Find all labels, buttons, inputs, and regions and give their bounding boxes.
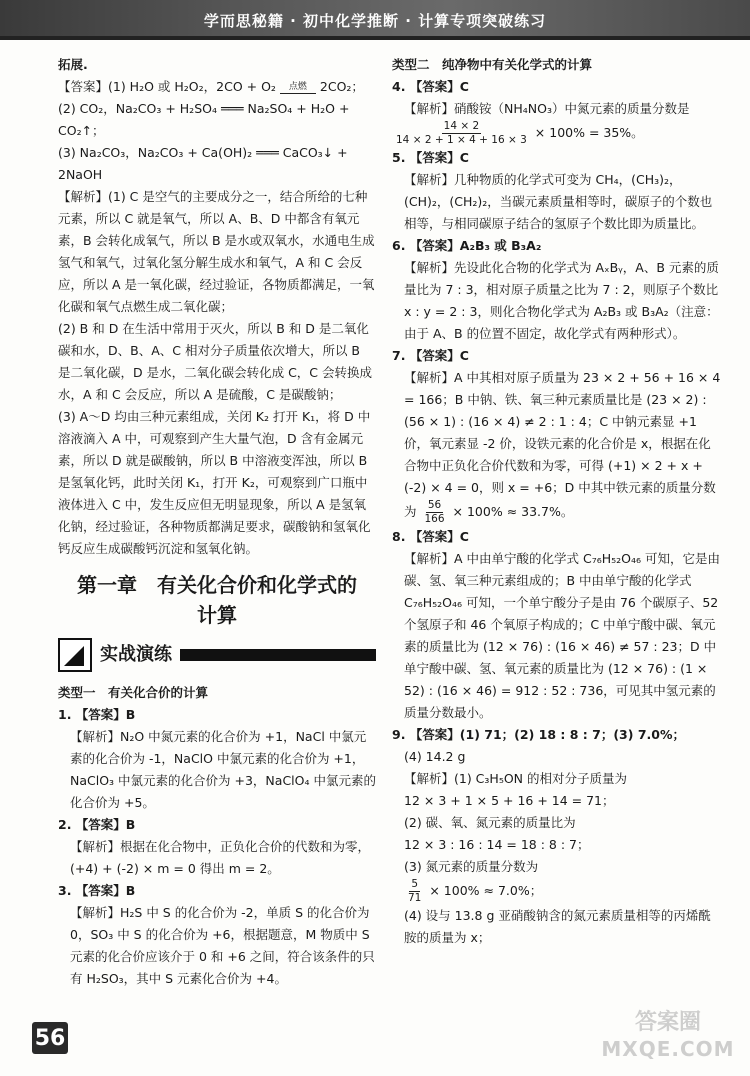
header-title: 学而思秘籍 · 初中化学推断 · 计算专项突破练习 (203, 11, 547, 30)
right-column (392, 54, 722, 949)
q3-analysis: 【解析】H₂S 中 S 的化合价为 -2，单质 S 的化合价为 0，SO₃ 中 S 的化合价为 +6，根据题意，M 物质中 S 元素的化合价应该介于 0 和 +6 之间，符合该条件的只有 H₂SO₃，其中 S 元素化合价为 +4。 (70, 905, 375, 986)
q9-formula: $\frac{5}{71}$ × 100% ≈ 7.0%； (408, 878, 543, 904)
q7-answer: 7. 【答案】C (392, 348, 469, 363)
q7-fraction: $\frac{56}{166}$ (424, 499, 445, 525)
q2-analysis: 【解析】根据在化合物中，正负化合价的代数和为零，(+4) + (-2) × m = 0 得出 m = 2。 (70, 839, 371, 876)
triangle-icon (58, 638, 92, 672)
q9-fraction: $\frac{5}{71}$ (408, 878, 422, 904)
reaction-condition: 点燃 (280, 82, 316, 94)
section-title-1: 类型一 有关化合价的计算 (58, 685, 209, 700)
banner-bar (180, 649, 376, 661)
q4-analysis: 【解析】硝酸铵（NH₄NO₃）中氮元素的质量分数是 (404, 101, 690, 116)
q7-analysis: 【解析】A 中其相对原子质量为 23 × 2 + 56 + 16 × 4 = 166；B 中钠、铁、氧三种元素质量比是 (23 × 2) : (56 × 1) : (16 × 4) ≠ 2 : 1 : 4；C 中钠元素显 +1 价，氧元素显 -2 价，设铁元素的化合价是 x，根据在化合物中正负化合价代数和为零，可得 (+1) × 2 + x + (-2) × 4 = 0，则 x = +6；D 中其中铁元素的质量分数为 $\frac{56}{166}$ × 100% ≈ 33.7%。 (404, 370, 721, 525)
q9-answer: 9. 【答案】(1) 71；(2) 18 : 8 : 7；(3) 7.0%； (392, 727, 685, 742)
q9-answer-cont: (4) 14.2 g (404, 749, 466, 764)
answer-3-line: (3) Na₂CO₃，Na₂CO₃ + Ca(OH)₂ ═══ CaCO₃↓ + 2NaOH (58, 145, 348, 182)
q1-analysis: 【解析】N₂O 中氮元素的化合价为 +1，NaCl 中氯元素的化合价为 -1，NaClO 中氯元素的化合价为 +1，NaClO₃ 中氯元素的化合价为 +3，NaClO₄ 中氯元素的化合价为 +5。 (70, 729, 376, 810)
q6-analysis: 【解析】先设此化合物的化学式为 AₓBᵧ，A、B 元素的质量比为 7 : 3，相对原子质量之比为 7 : 2，则原子个数比 x : y = 2 : 3，则化合物化学式为 A₂B₃ 或 B₃A₂（注意：由于 A、B 的位置不固定，故化学式有两种形式）。 (404, 260, 719, 341)
q4-formula: $\frac{14 \times 2}{14 \times 2 + 1 \times 4 + 16 \times 3}$ × 100% = 35%。 (396, 120, 644, 146)
q5-answer: 5. 【答案】C (392, 150, 469, 165)
watermark: 答案圈 MXQE.COM (601, 1010, 735, 1061)
q9-analysis-3: (2) 碳、氧、氮元素的质量比为 (404, 815, 576, 830)
q9-analysis-4: 12 × 3 : 16 : 14 = 18 : 8 : 7； (404, 837, 590, 852)
q6-answer: 6. 【答案】A₂B₃ 或 B₃A₂ (392, 238, 542, 253)
q9-analysis-5: (3) 氮元素的质量分数为 (404, 859, 539, 874)
page-number: 56 (32, 1022, 68, 1054)
page-header (0, 0, 750, 40)
q5-analysis: 【解析】几种物质的化学式可变为 CH₄，(CH₃)₂，(CH)₂，(CH₂)₂，当碳元素质量相等时，碳原子的个数也相等，与相同碳原子结合的氢原子个数比即为质量比。 (404, 172, 713, 231)
analysis-3: (3) A～D 均由三种元素组成，关闭 K₂ 打开 K₁，将 D 中溶液滴入 A 中，可观察到产生大量气泡，D 含有金属元素，所以 D 就是碳酸钠，所以 B 中溶液变浑浊，所以 B 是氢氧化钙，此时关闭 K₁，打开 K₂，可观察到广口瓶中液体进入 C 中，发生反应但无明显现象，所以 A 是氢氧化钠，经过验证，各种物质都满足要求，碳酸钠和氢氧化钙反应生成碳酸钙沉淀和氢氧化钠。 (58, 409, 371, 556)
q8-analysis: 【解析】A 中由单宁酸的化学式 C₇₆H₅₂O₄₆ 可知，它是由碳、氢、氧三种元素组成的；B 中由单宁酸的化学式 C₇₆H₅₂O₄₆ 可知，一个单宁酸分子是由 76 个碳原子、52 个氢原子和 46 个氧原子构成的；C 中单宁酸中碳、氧元素的质量比为 (12 × 76) : (16 × 46) ≠ 57 : 23；D 中单宁酸中碳、氢、氧元素的质量比为 (12 × 76) : (1 × 52) : (16 × 46) = 912 : 52 : 736，可见其中氢元素的质量分数最小。 (404, 551, 721, 720)
q4-fraction: $\frac{14 \times 2}{14 \times 2 + 1 \times 4 + 16 \times 3}$ (396, 120, 527, 146)
answer-1-line: 【答案】(1) H₂O 或 H₂O₂，2CO + O₂ 点燃 2CO₂； (58, 79, 364, 94)
q4-answer: 4. 【答案】C (392, 79, 469, 94)
section-title-2: 类型二 纯净物中有关化学式的计算 (392, 57, 593, 72)
q3-answer: 3. 【答案】B (58, 883, 136, 898)
analysis-1: 【解析】(1) C 是空气的主要成分之一，结合所给的七种元素，所以 C 就是氧气，所以 A、B、D 中都含有氧元素，B 会转化成氧气，所以 B 是水或双氧水，水通电生成氢气和氧气，过氧化氢分解生成水和氧气，A 和 C 会反应，所以 A 是一氧化碳，经过验证，各物质都满足，一氧化碳和氧气点燃生成二氧化碳； (58, 189, 375, 314)
q2-answer: 2. 【答案】B (58, 817, 136, 832)
q9-analysis-1: 【解析】(1) C₃H₅ON 的相对分子质量为 (404, 771, 627, 786)
chapter-title: 第一章 有关化合价和化学式的 计算 (77, 573, 357, 627)
extension-label: 拓展. (58, 57, 88, 72)
answer-2-line: (2) CO₂，Na₂CO₃ + H₂SO₄ ═══ Na₂SO₄ + H₂O + CO₂↑； (58, 101, 350, 138)
q9-analysis-6: (4) 设与 13.8 g 亚硝酸钠含的氮元素质量相等的丙烯酰胺的质量为 x； (404, 908, 711, 945)
left-column (58, 54, 376, 990)
practice-title: 实战演练 (100, 644, 172, 665)
practice-banner (58, 638, 376, 672)
q9-analysis-2: 12 × 3 + 1 × 5 + 16 + 14 = 71； (404, 793, 615, 808)
q8-answer: 8. 【答案】C (392, 529, 469, 544)
q1-answer: 1. 【答案】B (58, 707, 136, 722)
analysis-2: (2) B 和 D 在生活中常用于灭火，所以 B 和 D 是二氧化碳和水，D、B、A、C 相对分子质量依次增大，所以 B 是二氧化碳，D 是水，二氧化碳会转化成 C，C 会转换成水，A 和 C 会反应，所以 A 是硫酸，C 是碳酸钠； (58, 321, 373, 402)
